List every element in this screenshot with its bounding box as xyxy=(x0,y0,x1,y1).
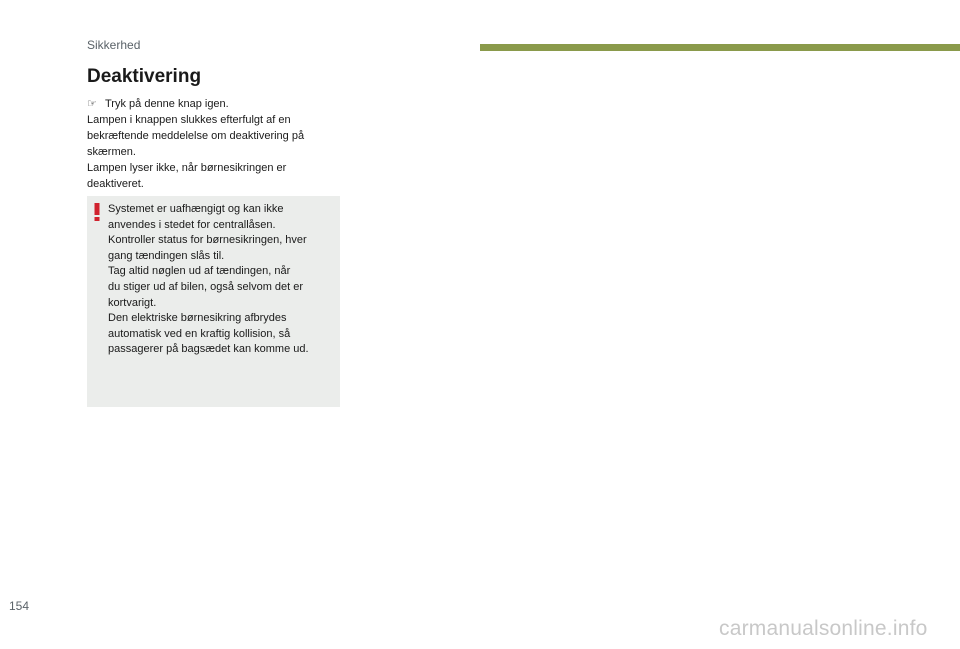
header-accent-bar xyxy=(480,44,960,51)
exclamation-icon xyxy=(93,203,101,221)
page-title: Deaktivering xyxy=(87,66,202,87)
bullet-text: Tryk på denne knap igen. xyxy=(105,98,229,110)
warning-line: Systemet er uafhængigt og kan ikke xyxy=(108,203,284,215)
warning-line: Kontroller status for børnesikringen, hver xyxy=(108,234,307,247)
warning-line: kortvarigt. xyxy=(108,296,157,309)
watermark: carmanualsonline.info xyxy=(719,617,928,640)
warning-line: automatisk ved en kraftig kollision, så xyxy=(108,327,291,340)
warning-line: Tag altid nøglen ud af tændingen, når xyxy=(108,265,291,278)
warning-line: Den elektriske børnesikring afbrydes xyxy=(108,312,287,325)
warning-line: du stiger ud af bilen, også selvom det er xyxy=(108,280,304,293)
warning-box xyxy=(87,196,340,407)
warning-line: passagerer på bagsædet kan komme ud. xyxy=(108,343,309,356)
page-number: 154 xyxy=(9,599,30,613)
instruction-text xyxy=(87,96,343,192)
body-line: skærmen. xyxy=(87,146,136,158)
body-line: deaktiveret. xyxy=(87,178,144,190)
body-line: Lampen lyser ikke, når børnesikringen er xyxy=(87,162,287,174)
body-line: bekræftende meddelelse om deaktivering på xyxy=(87,130,305,142)
section-label: Sikkerhed xyxy=(87,38,141,52)
body-line: Lampen i knappen slukkes efterfulgt af en xyxy=(87,114,291,126)
warning-text xyxy=(108,202,334,358)
bullet-item xyxy=(87,96,343,112)
warning-line: gang tændingen slås til. xyxy=(108,249,225,262)
warning-line: anvendes i stedet for centrallåsen. xyxy=(108,218,276,231)
pointing-hand-icon: ☞ xyxy=(87,98,97,110)
